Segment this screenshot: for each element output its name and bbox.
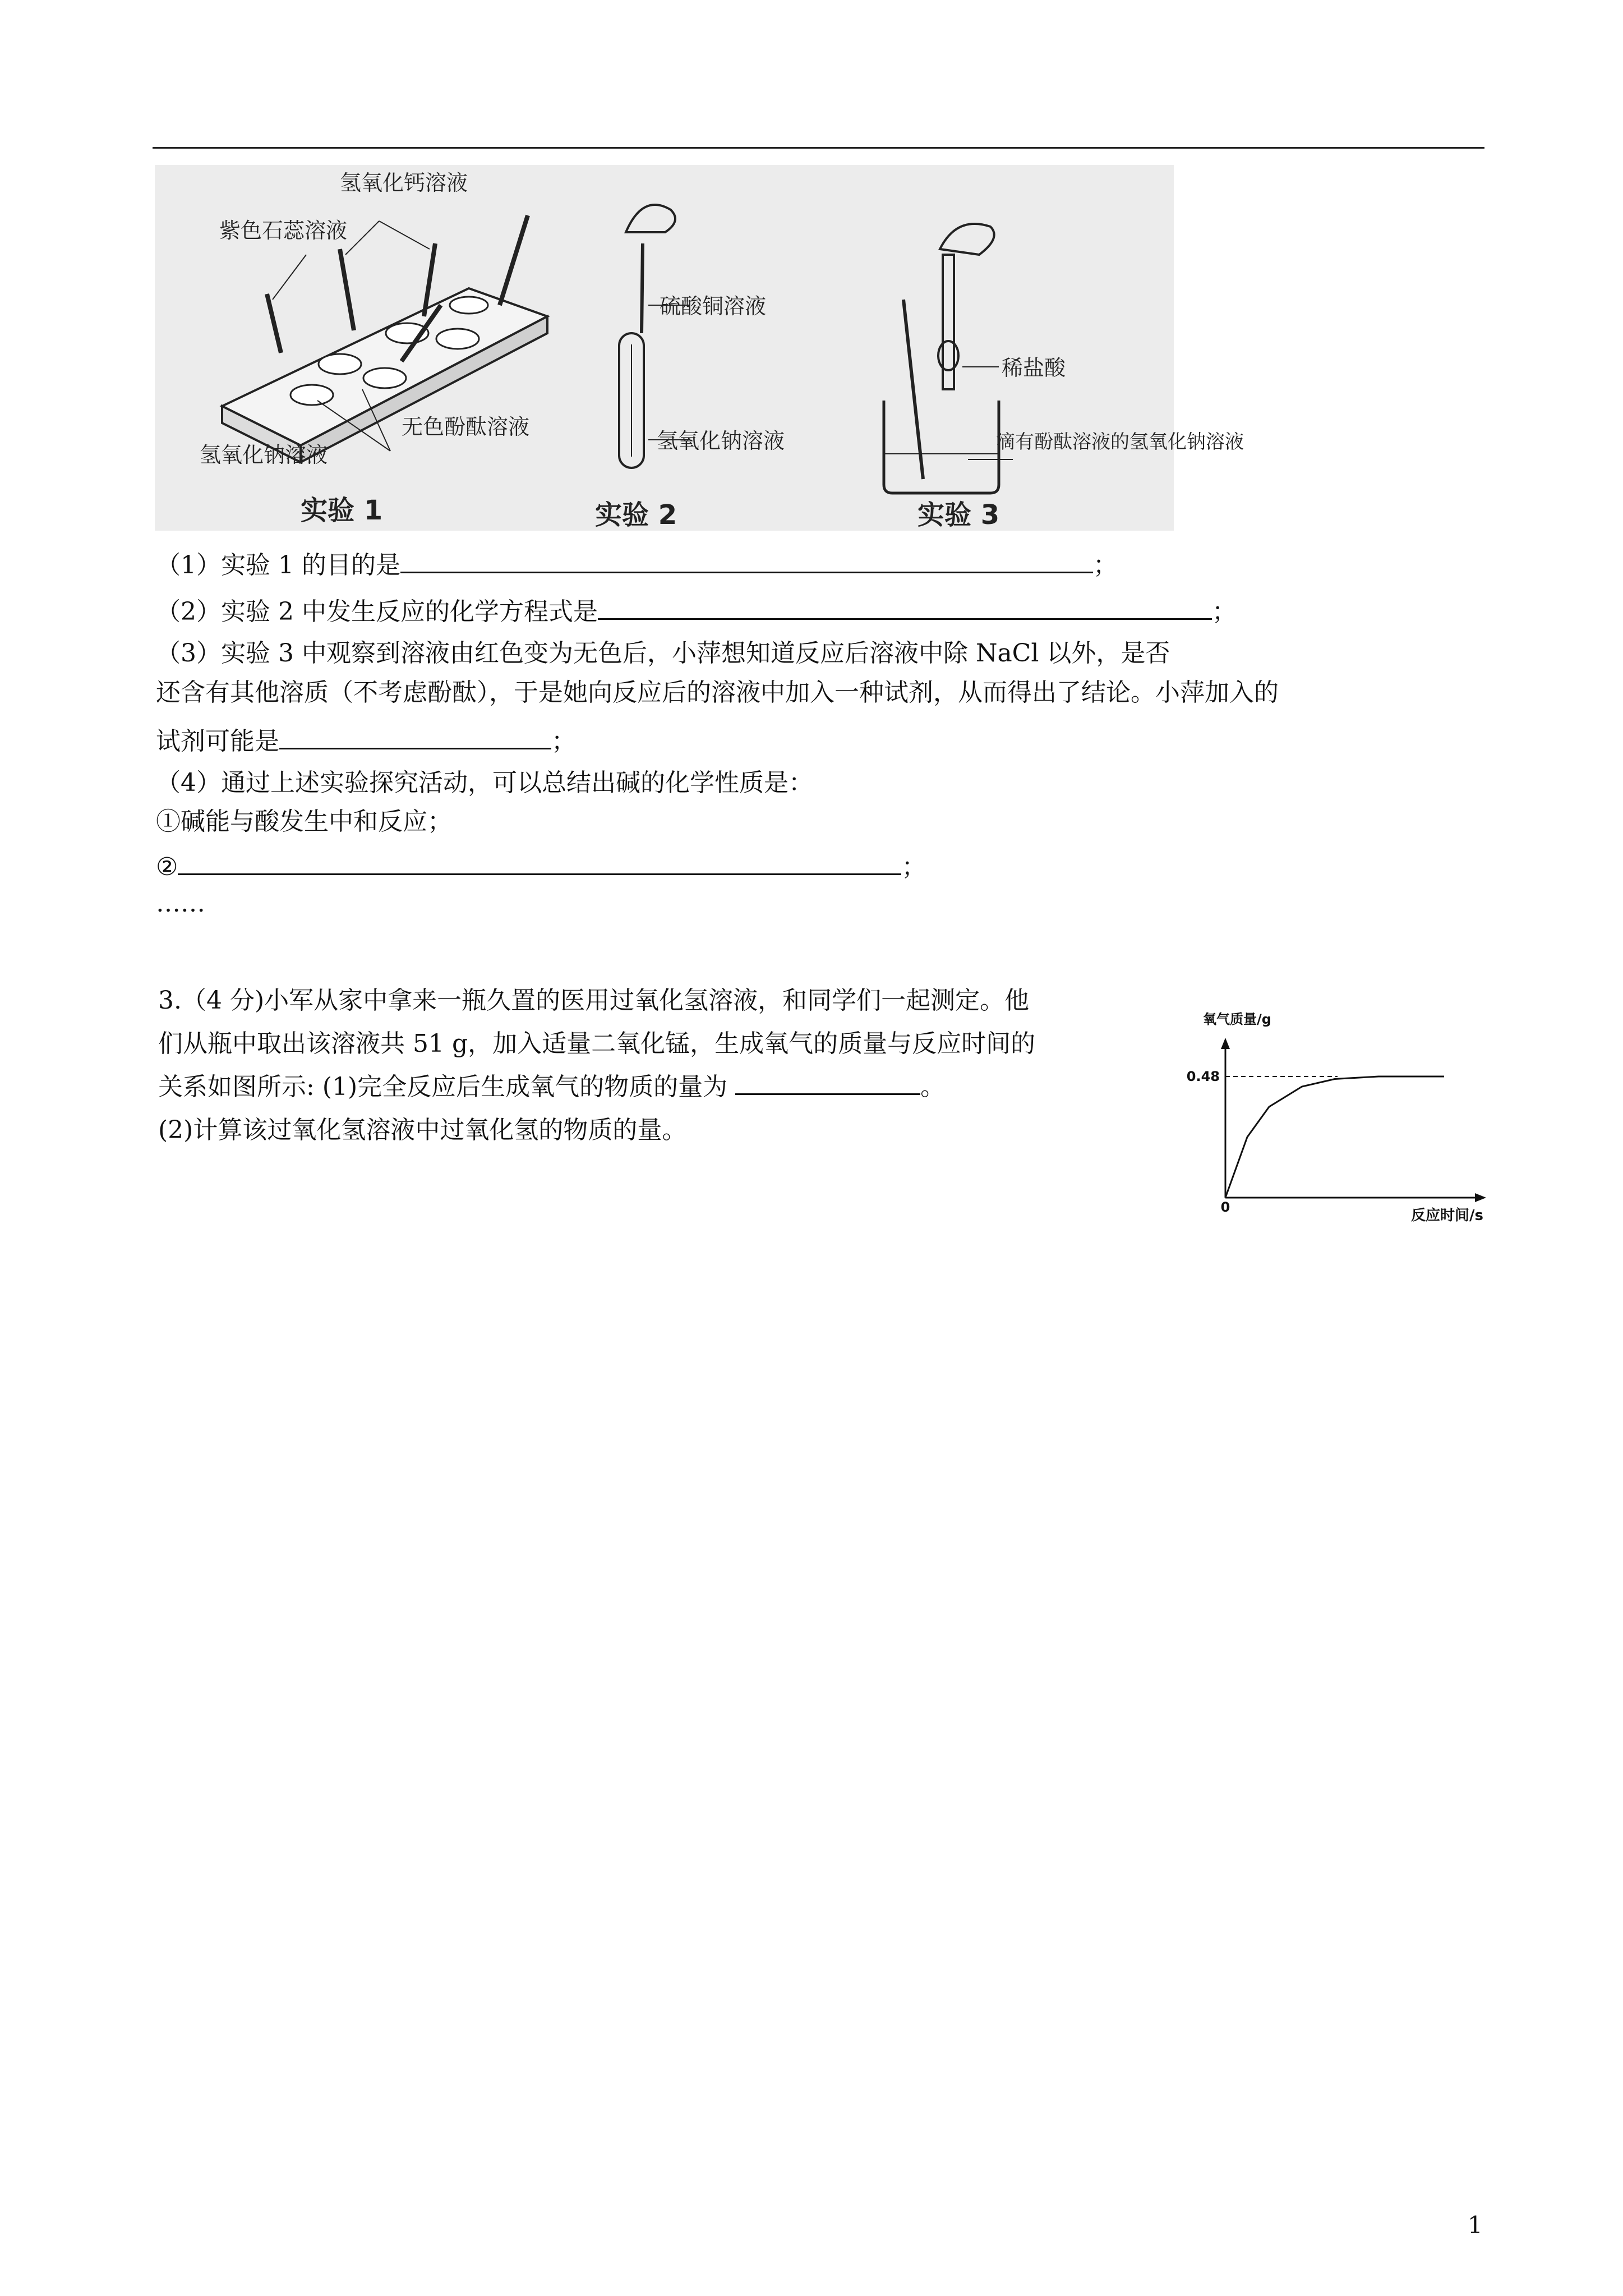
p3-line3-prefix: 关系如图所示: (1)完全反应后生成氧气的物质的量为	[158, 1073, 728, 1101]
q3-suffix: ；	[551, 727, 576, 756]
label-copper-sulfate: 硫酸铜溶液	[660, 294, 767, 319]
q4-item2-prefix: ②	[156, 853, 178, 881]
oxygen-curve	[1225, 1076, 1444, 1198]
label-naoh-plate: 氢氧化钠溶液	[200, 443, 328, 467]
label-dilute-hcl: 稀盐酸	[1002, 356, 1066, 380]
question-4-line1: （4）通过上述实验探究活动，可以总结出碱的化学性质是：	[156, 769, 813, 797]
label-calcium-hydroxide: 氢氧化钙溶液	[340, 171, 468, 195]
header-rule	[153, 147, 1484, 149]
q1-suffix: ；	[1092, 551, 1118, 579]
q2-answer-blank[interactable]	[598, 593, 1212, 620]
q3-answer-blank[interactable]	[279, 723, 551, 749]
problem-3-line2: 们从瓶中取出该溶液共 51 g，加入适量二氧化锰，生成氧气的质量与反应时间的	[158, 1029, 1036, 1058]
question-4-item2	[156, 849, 926, 883]
experiment-figure	[155, 165, 1244, 531]
oxygen-mass-chart	[1181, 1007, 1495, 1226]
q1-answer-blank[interactable]	[400, 547, 1093, 573]
y-axis-label: 氧气质量/g	[1203, 1011, 1271, 1027]
caption-exp2: 实验 2	[595, 499, 677, 531]
question-1	[156, 547, 1118, 581]
caption-exp3: 实验 3	[917, 499, 1000, 531]
q1-prefix: （1）实验 1 的目的是	[156, 551, 400, 579]
question-3-line3	[156, 723, 576, 757]
origin-label: 0	[1220, 1199, 1230, 1215]
q4-answer-blank[interactable]	[178, 849, 901, 875]
label-phenolphthalein: 无色酚酞溶液	[402, 415, 530, 439]
label-litmus: 紫色石蕊溶液	[219, 218, 348, 243]
q4-item2-suffix: ；	[901, 853, 926, 881]
question-3-line1: （3）实验 3 中观察到溶液由红色变为无色后，小萍想知道反应后溶液中除 NaCl 以外，是否	[156, 639, 1170, 668]
problem-3-line3	[158, 1065, 1184, 1108]
q3-prefix: 试剂可能是	[156, 727, 279, 756]
question-3-line2: 还含有其他溶质（不考虑酚酞），于是她向反应后的溶液中加入一种试剂，从而得出了结论。小萍加入的	[156, 678, 1279, 707]
x-axis-arrow	[1475, 1193, 1486, 1202]
p3-answer-blank[interactable]	[735, 1069, 920, 1095]
q2-suffix: ；	[1211, 597, 1237, 626]
y-axis-arrow	[1221, 1038, 1230, 1049]
label-naoh-tube: 氢氧化钠溶液	[657, 429, 785, 453]
caption-exp1: 实验 1	[301, 495, 383, 526]
ellipsis: ……	[156, 889, 205, 918]
q2-prefix: （2）实验 2 中发生反应的化学方程式是	[156, 597, 598, 626]
label-naoh-phenol: 滴有酚酞溶液的氢氧化钠溶液	[996, 431, 1244, 453]
problem-3-line4: (2)计算该过氧化氢溶液中过氧化氢的物质的量。	[158, 1116, 687, 1144]
question-4-item1: ①碱能与酸发生中和反应；	[156, 807, 452, 836]
y-tick-label: 0.48	[1186, 1069, 1220, 1084]
p3-line3-suffix: 。	[920, 1073, 946, 1101]
question-2	[156, 593, 1237, 628]
page-number: 1	[1468, 2211, 1483, 2239]
problem-3	[158, 979, 1184, 1152]
x-axis-label: 反应时间/s	[1411, 1207, 1483, 1224]
problem-3-line1: 3.（4 分)小军从家中拿来一瓶久置的医用过氧化氢溶液，和同学们一起测定。他	[158, 986, 1030, 1015]
